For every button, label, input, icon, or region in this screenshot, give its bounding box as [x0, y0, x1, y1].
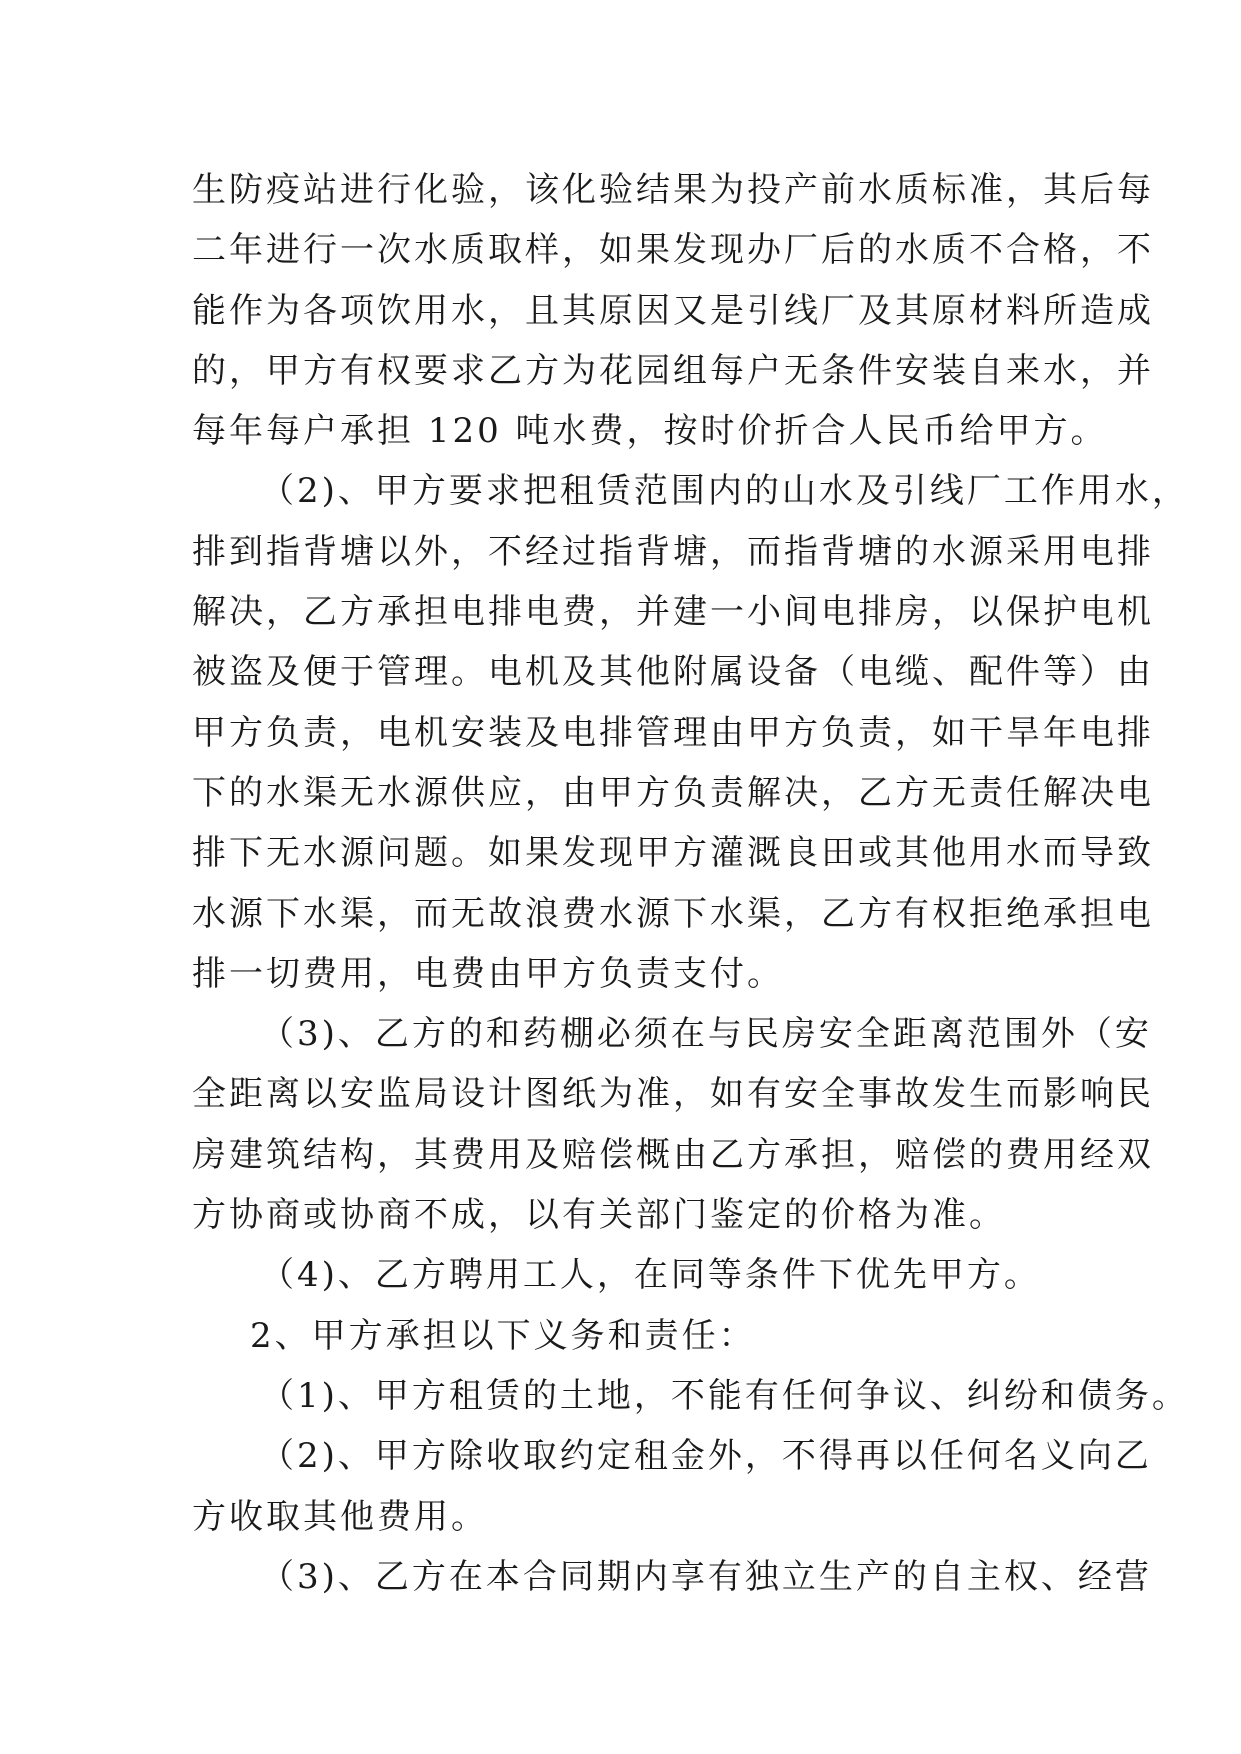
section-2-heading: 2、甲方承担以下义务和责任： [250, 1315, 756, 1356]
text-line: 二年进行一次水质取样，如果发现办厂后的水质不合格，不 [192, 230, 1154, 271]
text-line: 被盗及便于管理。电机及其他附属设备（电缆、配件等）由 [192, 652, 1154, 693]
text-line: 能作为各项饮用水，且其原因又是引线厂及其原材料所造成 [192, 290, 1154, 331]
text-line: 排一切费用，电费由甲方负责支付。 [192, 953, 784, 994]
text-line: 每年每户承担 120 吨水费，按时价折合人民币给甲方。 [192, 411, 1108, 452]
text-line: 排下无水源问题。如果发现甲方灌溉良田或其他用水而导致 [192, 833, 1154, 874]
section-2-clause-3-line: （3)、乙方在本合同期内享有独立生产的自主权、经营 [260, 1556, 1152, 1597]
text-line: 水源下水渠，而无故浪费水源下水渠，乙方有权拒绝承担电 [192, 893, 1154, 934]
text-line: 生防疫站进行化验，该化验结果为投产前水质标准，其后每 [192, 170, 1154, 210]
section-2-clause-2-line: （2)、甲方除收取约定租金外，不得再以任何名义向乙 [260, 1436, 1152, 1477]
text-line: 方收取其他费用。 [192, 1496, 488, 1537]
text-line: 房建筑结构，其费用及赔偿概由乙方承担，赔偿的费用经双 [192, 1134, 1154, 1175]
clause-3-heading-line: （3)、乙方的和药棚必须在与民房安全距离范围外（安 [260, 1014, 1152, 1055]
text-line: 下的水渠无水源供应，由甲方负责解决，乙方无责任解决电 [192, 772, 1154, 813]
text-line: 解决，乙方承担电排电费，并建一小间电排房，以保护电机 [192, 592, 1154, 633]
text-line: 全距离以安监局设计图纸为准，如有安全事故发生而影响民 [192, 1074, 1154, 1115]
section-2-clause-1-line: （1)、甲方租赁的土地，不能有任何争议、纠纷和债务。 [260, 1375, 1189, 1416]
text-line: 方协商或协商不成，以有关部门鉴定的价格为准。 [192, 1195, 1006, 1236]
text-line: 排到指背塘以外，不经过指背塘，而指背塘的水源采用电排 [192, 531, 1154, 572]
clause-2-heading-line: （2)、甲方要求把租赁范围内的山水及引线厂工作用水， [260, 471, 1189, 512]
text-line: 的，甲方有权要求乙方为花园组每户无条件安装自来水，并 [192, 350, 1154, 391]
text-line: 甲方负责，电机安装及电排管理由甲方负责，如干旱年电排 [192, 712, 1154, 753]
clause-4-line: （4)、乙方聘用工人，在同等条件下优先甲方。 [260, 1255, 1041, 1296]
contract-body-text [192, 160, 1189, 1607]
